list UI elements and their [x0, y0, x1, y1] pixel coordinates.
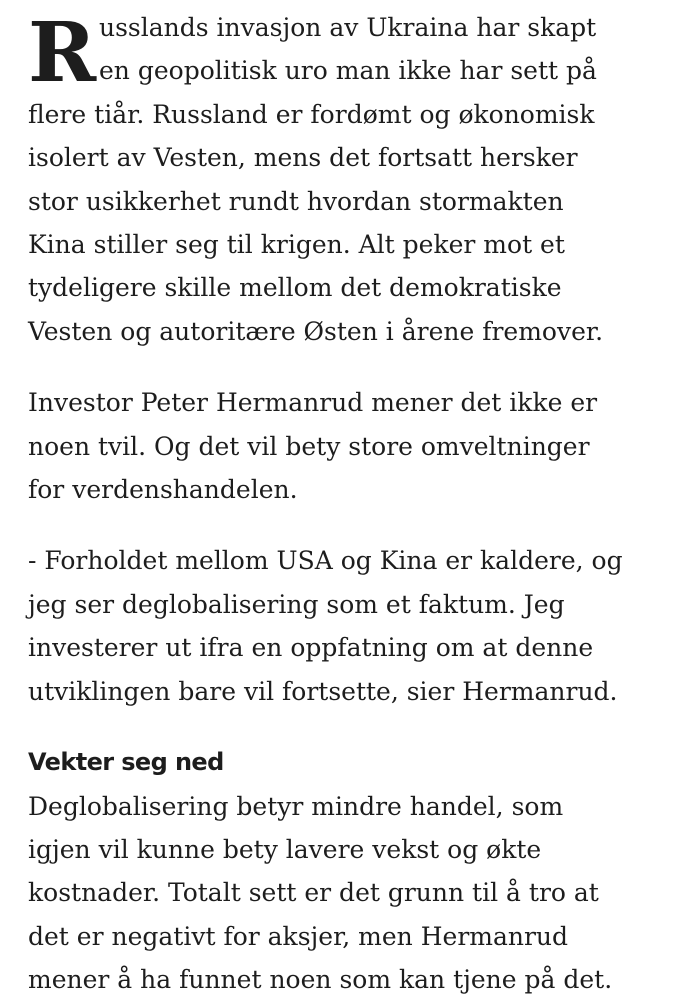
text-line: det er negativt for aksjer, men Hermanrud	[28, 921, 569, 951]
paragraph-quote	[28, 539, 668, 713]
text-line: Kina stiller seg til krigen. Alt peker mot et	[28, 230, 565, 260]
drop-cap: R	[28, 5, 95, 101]
text-line: - Forholdet mellom USA og Kina er kaldere, og	[28, 546, 623, 576]
paragraph-investor	[28, 381, 668, 511]
paragraph-intro	[28, 0, 668, 353]
text-line: stor usikkerhet rundt hvordan stormakten	[28, 186, 564, 216]
paragraph-final	[28, 785, 668, 1002]
text-line: tydeligere skille mellom det demokratiske	[28, 273, 562, 303]
text-line: mener å ha funnet noen som kan tjene på det.	[28, 965, 613, 995]
text-line: for verdenshandelen.	[28, 475, 298, 505]
text-line: Vesten og autoritære Østen i årene fremover.	[28, 316, 604, 346]
subheading: Vekter seg ned	[28, 748, 224, 777]
text-line: Deglobalisering betyr mindre handel, som	[28, 791, 564, 821]
text-line: isolert av Vesten, mens det fortsatt hersker	[28, 143, 578, 173]
text-line: usslands invasjon av Ukraina har skapt	[99, 13, 597, 42]
text-line: noen tvil. Og det vil bety store omveltninger	[28, 431, 590, 461]
article-body	[28, 0, 668, 1002]
text-line: utviklingen bare vil fortsette, sier Hermanrud.	[28, 676, 618, 706]
text-line: investerer ut ifra en oppfatning om at denne	[28, 633, 594, 663]
text-line: igjen vil kunne bety lavere vekst og økte	[28, 834, 542, 864]
text-line: Investor Peter Hermanrud mener det ikke er	[28, 388, 598, 418]
text-line: jeg ser deglobalisering som et faktum. Jeg	[28, 589, 565, 619]
text-line: kostnader. Totalt sett er det grunn til å tro at	[28, 878, 599, 908]
text-line: flere tiår. Russland er fordømt og økonomisk	[28, 99, 595, 129]
text-line: en geopolitisk uro man ikke har sett på	[99, 56, 597, 86]
